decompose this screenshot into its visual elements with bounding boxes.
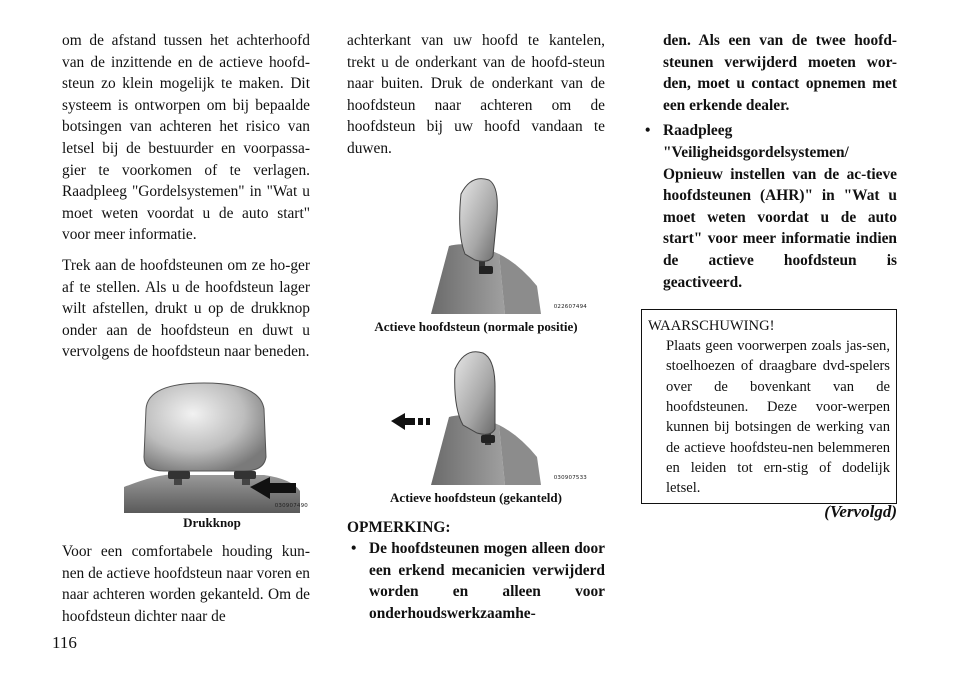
note-list — [347, 538, 605, 624]
paragraph: achterkant van uw hoofd te kantelen, trekt u de onderkant van de hoofd-steun naar buiten. Druk de onderkant van de hoofdsteun naar achteren om de hoofdsteun bij uw hoofd vandaan te duwen. — [347, 32, 605, 157]
warning-box — [641, 309, 897, 503]
headrest-normal-image — [409, 174, 585, 314]
warning-item: Plaats geen voorwerpen zoals jas-sen, stoelhoezen of draagbare dvd-spelers over de bovenkant van de hoofdsteunen. Deze voor-werpen kunnen bij botsingen de werking van de actieve hoofdsteu-nen belemmeren en leiden tot ern-stig of dodelijk letsel. — [666, 338, 890, 497]
figure-headrest-tilted — [391, 345, 585, 485]
figure-caption: Actieve hoofdsteun (gekanteld) — [390, 489, 562, 505]
column-right — [641, 30, 897, 522]
note-item: • De hoofdsteunen mogen alleen door een erkend mecanicien verwijderd worden en alleen voor onderhoudswerkzaamhe- — [347, 538, 605, 624]
warning-heading: WAARSCHUWING! — [648, 318, 775, 335]
note-item: • Raadpleeg "Veiligheidsgordelsystemen/ Opnieuw instellen van de ac-tieve hoofdsteunen (AHR)" in "Wat u moet weten voordat u de auto start" voor meer informatie indien de actieve hoofdsteun is geactiveerd. — [641, 120, 897, 293]
figure-code: 030907533 — [553, 474, 587, 481]
figure-caption: Drukknop — [183, 514, 241, 530]
paragraph: om de afstand tussen het achterhoofd van de inzittende en de actieve hoofd-steun zo klein mogelijk te maken. Dit systeem is ontworpen om bij bepaalde botsingen van achteren het risico van letsel bij de bestuurder en voorpassa-gier te voorkomen of te verlagen. Raadpleeg "Gordelsystemen" in "Wat u moet weten voordat u de auto start" voor meer informatie. — [62, 32, 310, 244]
figure-code: 022607494 — [553, 303, 587, 310]
warning-list — [648, 336, 890, 498]
figure-code: 030907490 — [274, 502, 308, 509]
note-list-continued — [641, 30, 897, 293]
page-number: 116 — [52, 633, 77, 652]
headrest-tilted-image — [391, 345, 585, 485]
paragraph: Voor een comfortabele houding kun-nen de actieve hoofdsteun naar voren en naar achteren worden gekanteld. Om de hoofdsteun dichter naar de — [62, 542, 310, 625]
figure-caption: Actieve hoofdsteun (normale positie) — [374, 318, 578, 334]
note-item-continued: den. Als een van de twee hoofd-steunen verwijderd moeten wor-den, moet u contact opnemen met een erkende dealer. — [663, 32, 897, 114]
figure-headrest-normal — [409, 174, 585, 314]
headrest-push-button-image — [124, 379, 300, 513]
column-middle — [347, 30, 605, 625]
column-left — [62, 30, 310, 627]
note-heading: OPMERKING: — [347, 518, 451, 536]
paragraph: Trek aan de hoofdsteunen om ze ho-ger af te stellen. Als u de hoofdsteun lager wilt afstellen, drukt u op de drukknop onder aan de hoofdsteun en duwt u vervolgens de hoofdsteun naar beneden. — [62, 256, 310, 361]
figure-push-button — [124, 379, 308, 513]
continued-label: (Vervolgd) — [824, 501, 897, 521]
